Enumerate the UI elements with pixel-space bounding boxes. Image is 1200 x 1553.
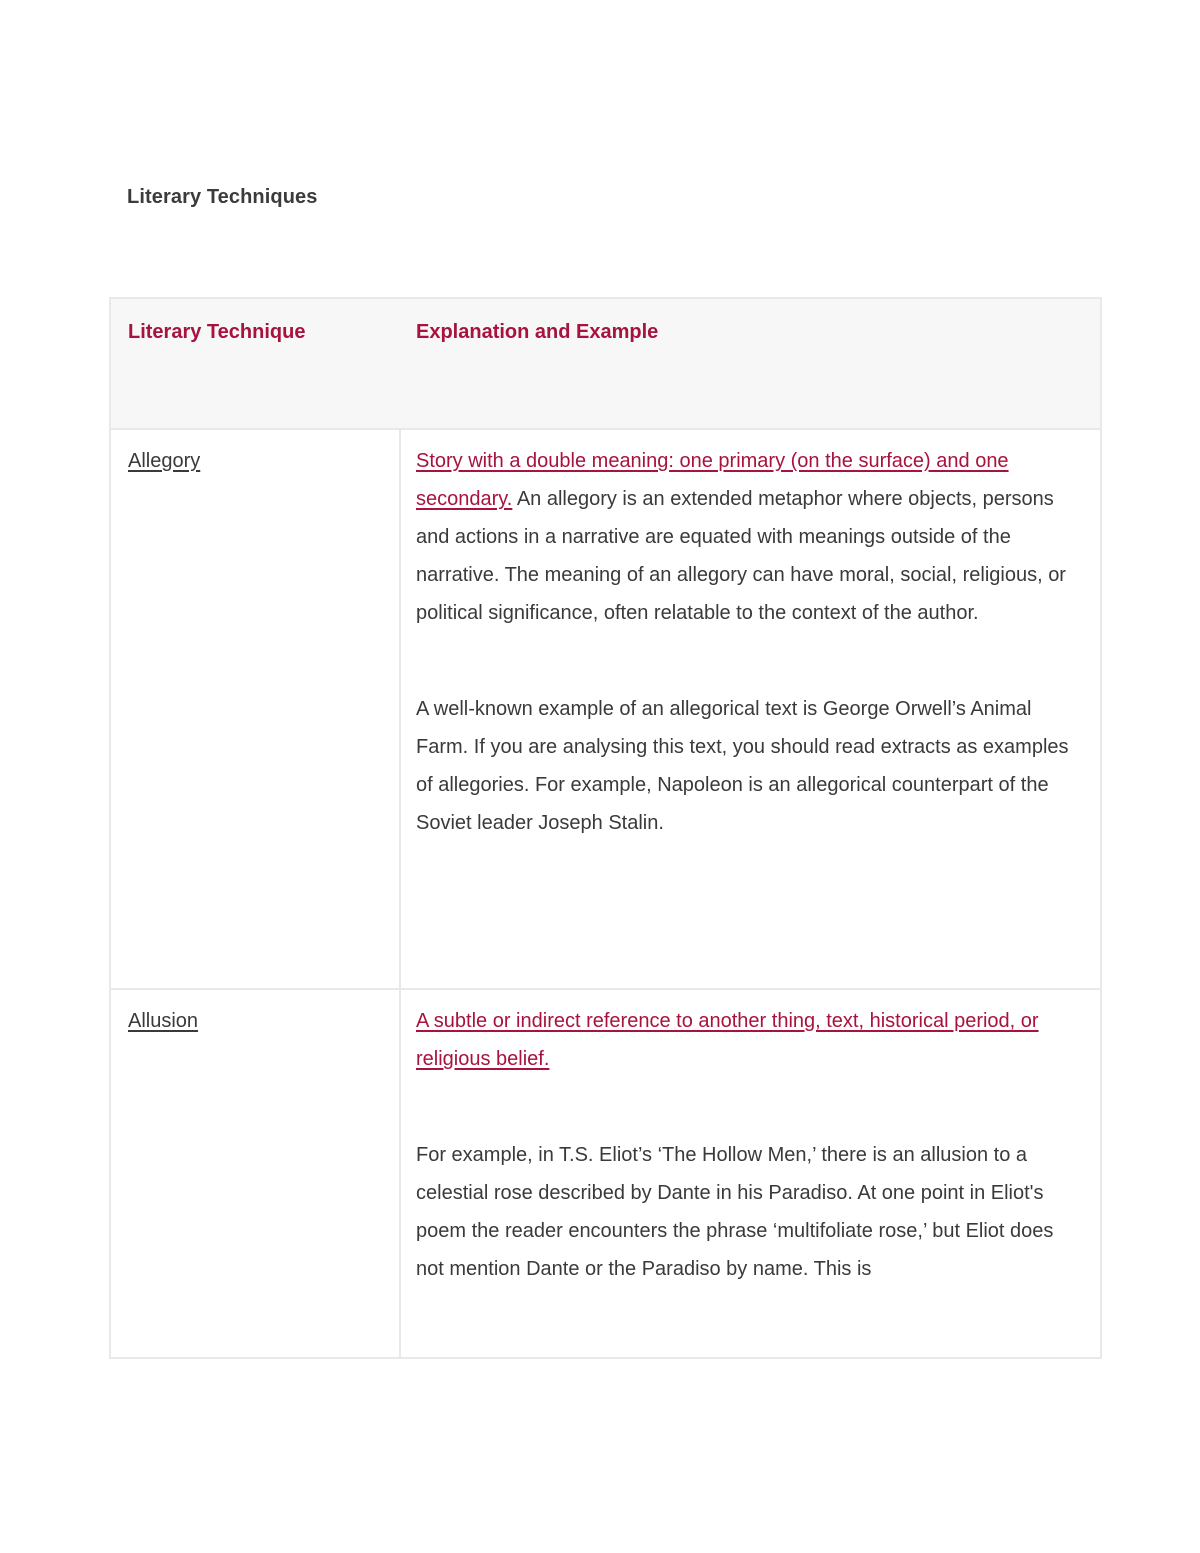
definition-link-allegory[interactable]: Story with a double meaning: one primary (on the surface) and one secondary. xyxy=(416,450,1009,510)
explanation-text: An allegory is an extended metaphor where objects, persons and actions in a narrative are equated with meanings outside of the narrative. The meaning of an allegory can have moral, social, religious, or political significance, often relatable to the context of the author. xyxy=(416,488,1066,624)
table-header-row xyxy=(111,299,1100,430)
technique-term-allusion[interactable]: Allusion xyxy=(128,1010,199,1032)
page-title: Literary Techniques xyxy=(127,186,318,208)
explanation-paragraph xyxy=(416,442,1086,632)
example-paragraph: For example, in T.S. Eliot’s ‘The Hollow Men,’ there is an allusion to a celestial rose described by Dante in his Paradiso. At one point in Eliot's poem the reader encounters the phrase ‘multifoliate rose,’ but Eliot does not mention Dante or the Paradiso by name. This is xyxy=(416,1144,1054,1280)
technique-cell xyxy=(128,442,200,480)
header-technique-label: Literary Technique xyxy=(128,321,306,343)
explanation-cell xyxy=(416,1002,1086,1288)
definition-link-allusion[interactable]: A subtle or indirect reference to another thing, text, historical period, or religious belief. xyxy=(416,1010,1039,1070)
header-explanation-label: Explanation and Example xyxy=(416,321,659,343)
technique-cell xyxy=(128,1002,198,1040)
table-row xyxy=(111,990,1100,1357)
header-cell-technique xyxy=(128,313,305,351)
explanation-cell xyxy=(416,442,1086,842)
table-row xyxy=(111,430,1100,990)
techniques-table xyxy=(109,297,1102,1359)
explanation-paragraph xyxy=(416,1002,1086,1078)
header-cell-explanation xyxy=(416,313,1086,351)
example-paragraph: A well-known example of an allegorical text is George Orwell’s Animal Farm. If you are analysing this text, you should read extracts as examples of allegories. For example, Napoleon is an allegorical counterpart of the Soviet leader Joseph Stalin. xyxy=(416,698,1069,834)
technique-term-allegory[interactable]: Allegory xyxy=(128,450,201,472)
